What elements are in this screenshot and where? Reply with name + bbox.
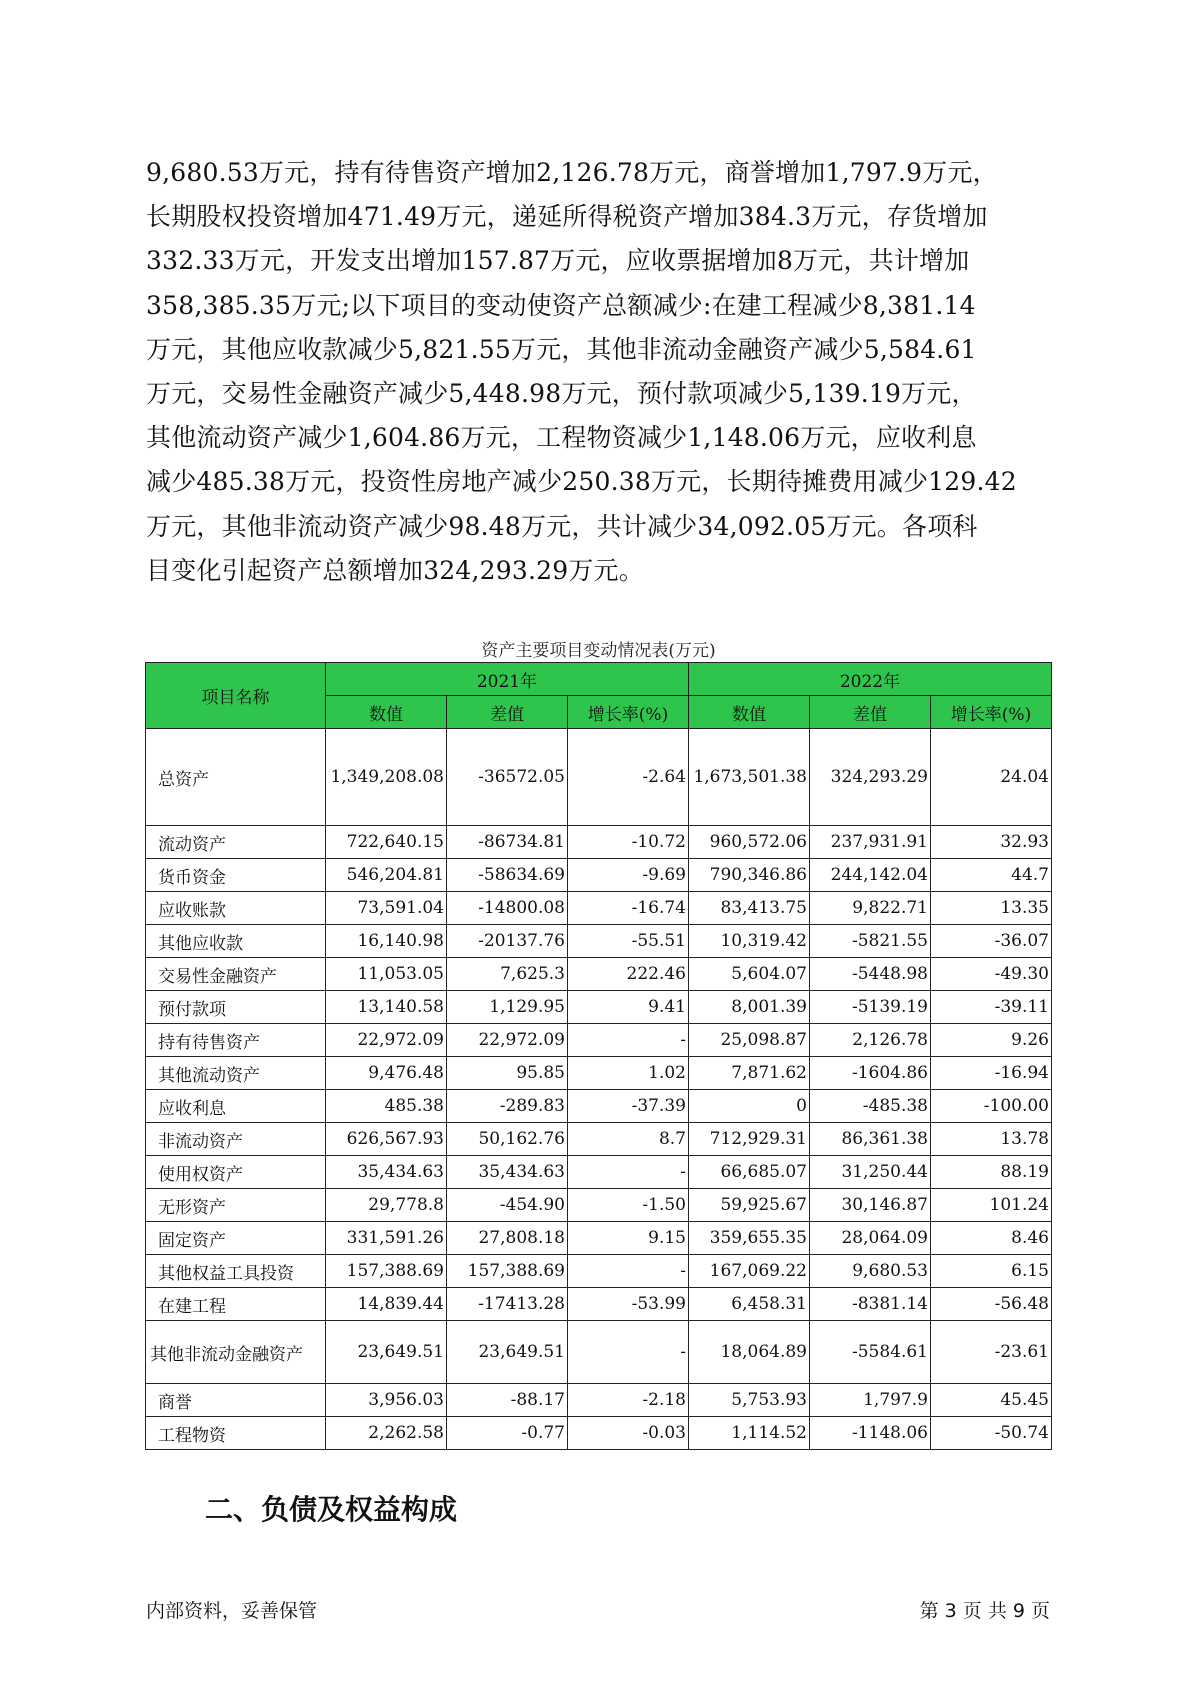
table-cell: -17413.28 — [447, 1288, 568, 1321]
header-value: 数值 — [689, 696, 810, 729]
table-cell: 30,146.87 — [810, 1189, 931, 1222]
table-cell: - — [568, 1024, 689, 1057]
table-row — [146, 826, 1052, 859]
table-cell: 29,778.8 — [326, 1189, 447, 1222]
table-cell: 324,293.29 — [810, 729, 931, 826]
table-cell: 9.15 — [568, 1222, 689, 1255]
table-cell: 1,114.52 — [689, 1417, 810, 1450]
table-cell: 83,413.75 — [689, 892, 810, 925]
table-row — [146, 1024, 1052, 1057]
table-cell: -50.74 — [931, 1417, 1052, 1450]
table-cell: -10.72 — [568, 826, 689, 859]
table-cell: 23,649.51 — [326, 1321, 447, 1384]
header-item-name: 项目名称 — [146, 663, 326, 729]
table-cell: -2.64 — [568, 729, 689, 826]
table-cell: -23.61 — [931, 1321, 1052, 1384]
row-label: 其他非流动金融资产 — [146, 1321, 326, 1384]
table-cell: - — [568, 1255, 689, 1288]
table-cell: -8381.14 — [810, 1288, 931, 1321]
table-cell: 1,673,501.38 — [689, 729, 810, 826]
table-cell: 45.45 — [931, 1384, 1052, 1417]
table-cell: 8.7 — [568, 1123, 689, 1156]
table-cell: 244,142.04 — [810, 859, 931, 892]
table-cell: 31,250.44 — [810, 1156, 931, 1189]
table-cell: - — [568, 1321, 689, 1384]
table-cell: 7,871.62 — [689, 1057, 810, 1090]
assets-change-table — [145, 662, 1052, 1450]
table-cell: 13,140.58 — [326, 991, 447, 1024]
table-cell: 5,753.93 — [689, 1384, 810, 1417]
table-cell: 66,685.07 — [689, 1156, 810, 1189]
row-label: 商誉 — [146, 1384, 326, 1417]
table-cell: 5,604.07 — [689, 958, 810, 991]
table-cell: 25,098.87 — [689, 1024, 810, 1057]
table-cell: 331,591.26 — [326, 1222, 447, 1255]
paragraph-line: 万元，其他非流动资产减少98.48万元，共计减少34,092.05万元。各项科 — [146, 511, 978, 541]
table-cell: -56.48 — [931, 1288, 1052, 1321]
table-cell: 9,680.53 — [810, 1255, 931, 1288]
table-cell: 9,822.71 — [810, 892, 931, 925]
header-year-2022: 2022年 — [689, 663, 1052, 696]
table-cell: 9.41 — [568, 991, 689, 1024]
table-cell: -16.94 — [931, 1057, 1052, 1090]
table-header-row — [146, 663, 1052, 696]
paragraph-line: 332.33万元，开发支出增加157.87万元，应收票据增加8万元，共计增加 — [146, 246, 970, 276]
table-cell: -454.90 — [447, 1189, 568, 1222]
table-cell: -58634.69 — [447, 859, 568, 892]
table-row — [146, 991, 1052, 1024]
header-diff: 差值 — [810, 696, 931, 729]
table-cell: 32.93 — [931, 826, 1052, 859]
table-cell: -5584.61 — [810, 1321, 931, 1384]
table-cell: 35,434.63 — [447, 1156, 568, 1189]
table-cell: -86734.81 — [447, 826, 568, 859]
table-row — [146, 1417, 1052, 1450]
row-label: 工程物资 — [146, 1417, 326, 1450]
row-label: 其他流动资产 — [146, 1057, 326, 1090]
table-row — [146, 1222, 1052, 1255]
table-row — [146, 1321, 1052, 1384]
header-year-2021: 2021年 — [326, 663, 689, 696]
table-row — [146, 1156, 1052, 1189]
row-label: 使用权资产 — [146, 1156, 326, 1189]
table-row — [146, 859, 1052, 892]
table-cell: 1,349,208.08 — [326, 729, 447, 826]
table-cell: 9.26 — [931, 1024, 1052, 1057]
paragraph-line: 358,385.35万元;以下项目的变动使资产总额减少:在建工程减少8,381.14 — [146, 290, 976, 320]
table-cell: 35,434.63 — [326, 1156, 447, 1189]
row-label: 预付款项 — [146, 991, 326, 1024]
page-number: 第 3 页 共 9 页 — [919, 1600, 1050, 1622]
table-cell: -36.07 — [931, 925, 1052, 958]
table-cell: 546,204.81 — [326, 859, 447, 892]
table-caption: 资产主要项目变动情况表(万元) — [481, 641, 716, 661]
row-label: 非流动资产 — [146, 1123, 326, 1156]
table-cell: 18,064.89 — [689, 1321, 810, 1384]
table-cell: 2,126.78 — [810, 1024, 931, 1057]
paragraph-line: 长期股权投资增加471.49万元，递延所得税资产增加384.3万元，存货增加 — [146, 202, 988, 232]
row-label: 应收利息 — [146, 1090, 326, 1123]
table-cell: 1,797.9 — [810, 1384, 931, 1417]
table-cell: 0 — [689, 1090, 810, 1123]
table-cell: -16.74 — [568, 892, 689, 925]
table-cell: 960,572.06 — [689, 826, 810, 859]
table-cell: 13.78 — [931, 1123, 1052, 1156]
table-row — [146, 1090, 1052, 1123]
table-row — [146, 925, 1052, 958]
table-cell: 167,069.22 — [689, 1255, 810, 1288]
header-growth: 增长率(%) — [568, 696, 689, 729]
row-label: 无形资产 — [146, 1189, 326, 1222]
table-cell: 157,388.69 — [447, 1255, 568, 1288]
row-label: 在建工程 — [146, 1288, 326, 1321]
table-cell: -1148.06 — [810, 1417, 931, 1450]
table-row — [146, 729, 1052, 826]
table-cell: - — [568, 1156, 689, 1189]
table-cell: 59,925.67 — [689, 1189, 810, 1222]
table-cell: -0.77 — [447, 1417, 568, 1450]
row-label: 固定资产 — [146, 1222, 326, 1255]
header-value: 数值 — [326, 696, 447, 729]
table-cell: -2.18 — [568, 1384, 689, 1417]
table-row — [146, 1384, 1052, 1417]
table-cell: 16,140.98 — [326, 925, 447, 958]
table-cell: -5448.98 — [810, 958, 931, 991]
table-cell: -39.11 — [931, 991, 1052, 1024]
table-cell: -20137.76 — [447, 925, 568, 958]
table-cell: 7,625.3 — [447, 958, 568, 991]
table-cell: 24.04 — [931, 729, 1052, 826]
table-cell: 88.19 — [931, 1156, 1052, 1189]
body-paragraph — [146, 151, 1046, 593]
table-cell: -55.51 — [568, 925, 689, 958]
table-cell: 222.46 — [568, 958, 689, 991]
paragraph-line: 万元，其他应收款减少5,821.55万元，其他非流动金融资产减少5,584.61 — [146, 334, 977, 364]
table-cell: 22,972.09 — [326, 1024, 447, 1057]
table-cell: -1.50 — [568, 1189, 689, 1222]
row-label: 持有待售资产 — [146, 1024, 326, 1057]
table-cell: -53.99 — [568, 1288, 689, 1321]
table-cell: 27,808.18 — [447, 1222, 568, 1255]
table-row — [146, 1057, 1052, 1090]
table-cell: 237,931.91 — [810, 826, 931, 859]
table-cell: -100.00 — [931, 1090, 1052, 1123]
row-label: 其他权益工具投资 — [146, 1255, 326, 1288]
table-cell: 8.46 — [931, 1222, 1052, 1255]
table-cell: 8,001.39 — [689, 991, 810, 1024]
table-cell: 101.24 — [931, 1189, 1052, 1222]
table-cell: 2,262.58 — [326, 1417, 447, 1450]
table-cell: -49.30 — [931, 958, 1052, 991]
table-cell: -88.17 — [447, 1384, 568, 1417]
table-cell: 10,319.42 — [689, 925, 810, 958]
table-cell: 44.7 — [931, 859, 1052, 892]
table-cell: 790,346.86 — [689, 859, 810, 892]
table-row — [146, 892, 1052, 925]
table-cell: -14800.08 — [447, 892, 568, 925]
table-cell: -289.83 — [447, 1090, 568, 1123]
row-label: 交易性金融资产 — [146, 958, 326, 991]
row-label: 其他应收款 — [146, 925, 326, 958]
table-cell: -9.69 — [568, 859, 689, 892]
table-cell: 157,388.69 — [326, 1255, 447, 1288]
table-cell: -5821.55 — [810, 925, 931, 958]
table-cell: -37.39 — [568, 1090, 689, 1123]
row-label: 流动资产 — [146, 826, 326, 859]
table-row — [146, 1123, 1052, 1156]
header-growth: 增长率(%) — [931, 696, 1052, 729]
table-cell: 50,162.76 — [447, 1123, 568, 1156]
table-cell: 6,458.31 — [689, 1288, 810, 1321]
table-cell: 86,361.38 — [810, 1123, 931, 1156]
table-row — [146, 1288, 1052, 1321]
table-row — [146, 1189, 1052, 1222]
table-cell: 14,839.44 — [326, 1288, 447, 1321]
table-cell: -0.03 — [568, 1417, 689, 1450]
table-cell: 95.85 — [447, 1057, 568, 1090]
row-label: 货币资金 — [146, 859, 326, 892]
row-label: 应收账款 — [146, 892, 326, 925]
footer-note: 内部资料，妥善保管 — [146, 1600, 318, 1622]
table-cell: 22,972.09 — [447, 1024, 568, 1057]
table-cell: -5139.19 — [810, 991, 931, 1024]
paragraph-line: 目变化引起资产总额增加324,293.29万元。 — [146, 555, 644, 585]
table-cell: -36572.05 — [447, 729, 568, 826]
table-cell: 359,655.35 — [689, 1222, 810, 1255]
table-cell: 28,064.09 — [810, 1222, 931, 1255]
paragraph-line: 9,680.53万元，持有待售资产增加2,126.78万元，商誉增加1,797.9万元， — [146, 158, 998, 187]
table-cell: 626,567.93 — [326, 1123, 447, 1156]
section-heading: 二、负债及权益构成 — [205, 1493, 458, 1526]
table-row — [146, 1255, 1052, 1288]
table-cell: 23,649.51 — [447, 1321, 568, 1384]
paragraph-line: 万元，交易性金融资产减少5,448.98万元，预付款项减少5,139.19万元， — [146, 378, 977, 408]
table-cell: 9,476.48 — [326, 1057, 447, 1090]
table-cell: -485.38 — [810, 1090, 931, 1123]
table-cell: 11,053.05 — [326, 958, 447, 991]
table-row — [146, 958, 1052, 991]
table-cell: 3,956.03 — [326, 1384, 447, 1417]
table-cell: 1.02 — [568, 1057, 689, 1090]
table-cell: 13.35 — [931, 892, 1052, 925]
table-cell: -1604.86 — [810, 1057, 931, 1090]
table-cell: 6.15 — [931, 1255, 1052, 1288]
table-cell: 722,640.15 — [326, 826, 447, 859]
table-body — [146, 729, 1052, 1450]
header-diff: 差值 — [447, 696, 568, 729]
paragraph-line: 其他流动资产减少1,604.86万元，工程物资减少1,148.06万元，应收利息 — [146, 423, 977, 453]
table-cell: 712,929.31 — [689, 1123, 810, 1156]
table-cell: 1,129.95 — [447, 991, 568, 1024]
table-cell: 485.38 — [326, 1090, 447, 1123]
paragraph-line: 减少485.38万元，投资性房地产减少250.38万元，长期待摊费用减少129.42 — [146, 467, 1017, 497]
row-label: 总资产 — [146, 729, 326, 826]
table-cell: 73,591.04 — [326, 892, 447, 925]
